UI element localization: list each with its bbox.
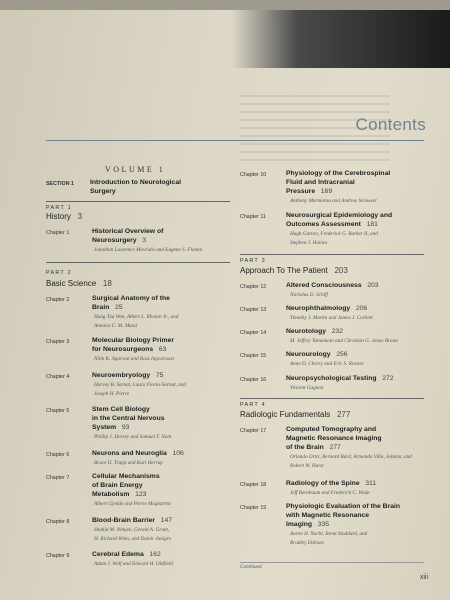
part-rule [240, 398, 424, 399]
top-shadow-band [0, 0, 450, 10]
chapter-title: Neurourology 256 [286, 351, 348, 358]
chapter-title-line3: Imaging 335 [286, 521, 330, 528]
chapter-label: Chapter 6 [46, 452, 70, 458]
chapter-label: Chapter 9 [46, 553, 70, 559]
chapter-title-line2: in the Central Nervous [92, 415, 165, 422]
chapter-label: Chapter 13 [240, 307, 267, 313]
volume-label: VOLUME 1 [105, 165, 166, 174]
part-title: History 3 [46, 212, 83, 221]
chapter-label: Chapter 2 [46, 297, 70, 303]
chapter-label: Chapter 18 [240, 482, 267, 488]
chapter-authors: Jonathan Lawrence Mavridis and Eugene S. Flamm [94, 247, 203, 253]
chapter-authors-line2: Bradley Dobson [290, 540, 324, 546]
chapter-title: Radiology of the Spine 311 [286, 480, 377, 487]
chapter-title: Altered Consciousness 203 [286, 282, 379, 289]
chapter-title: Surgical Anatomy of the [92, 295, 170, 302]
chapter-label: Chapter 10 [240, 172, 267, 178]
chapter-authors: Adam J. Wolf and Edward H. Oldfield [94, 561, 173, 567]
chapter-label: Chapter 11 [240, 214, 266, 220]
chapter-title: Neuropsychological Testing 272 [286, 375, 394, 382]
chapter-authors: M. Jeffrey Yamamoto and Christian G. Jonas Braun [290, 338, 398, 344]
chapter-authors: Aaron H. Nacht, Brent Stoddard, and [290, 531, 368, 537]
chapter-authors-line2: Antonio C. M. Mussi [94, 323, 138, 329]
chapter-title: Historical Overview of [92, 228, 164, 235]
page-title: Contents [355, 115, 426, 134]
chapter-label: Chapter 12 [240, 284, 267, 290]
chapter-authors: Albert Gjedde and Pierre Magistretti [94, 501, 171, 507]
chapter-authors: Orlando Ortiz, Bernard Bard, Armando Villa, Johann, and [290, 454, 412, 460]
chapter-authors: Phillip J. Dorsey and Samuel F. Nam [94, 434, 172, 440]
chapter-label: Chapter 7 [46, 475, 70, 481]
dark-corner-gradient [232, 10, 450, 68]
part-label: PART 4 [240, 402, 266, 408]
part-rule [46, 201, 230, 202]
part-title: Approach To The Patient 203 [240, 266, 348, 275]
chapter-title: Neuroembryology 75 [92, 372, 164, 379]
chapter-title: Neurotology 232 [286, 328, 344, 335]
chapter-title: Blood-Brain Barrier 147 [92, 517, 173, 524]
chapter-label: Chapter 1 [46, 230, 70, 236]
part-rule [46, 262, 230, 263]
chapter-authors: Timothy J. Martin and James J. Corbett [290, 315, 373, 321]
page-number: xiii [419, 574, 428, 581]
continued-note: Continued [240, 564, 262, 570]
chapter-label: Chapter 19 [240, 505, 267, 511]
part-rule [240, 254, 424, 255]
chapter-title: Molecular Biology Primer [92, 337, 174, 344]
chapter-label: Chapter 16 [240, 377, 267, 383]
chapter-authors: Nitin K. Agarwal and Ross Ingvarsson [94, 356, 175, 362]
chapter-label: Chapter 3 [46, 339, 70, 345]
chapter-title-line3: Pressure 169 [286, 188, 333, 195]
chapter-title: Cellular Mechanisms [92, 473, 160, 480]
bottom-rule [240, 562, 424, 563]
chapter-title-line2: of Brain Energy [92, 482, 143, 489]
chapter-label: Chapter 17 [240, 428, 267, 434]
chapter-authors: Harvey B. Sarnat, Laura Flores-Sarnat, and [94, 382, 187, 388]
chapter-title-line2: Brain 25 [92, 304, 123, 311]
chapter-title-line3: System 93 [92, 424, 130, 431]
chapter-title: Neurosurgical Epidemiology and [286, 212, 393, 219]
chapter-authors-line2: Robert W. Hurst [290, 463, 324, 469]
chapter-title-line2: with Magnetic Resonance [286, 512, 370, 519]
chapter-title-line3: of the Brain 277 [286, 444, 341, 451]
chapter-title-line3: Metabolism 123 [92, 491, 147, 498]
part-label: PART 3 [240, 258, 266, 264]
chapter-title: Neurophthalmology 206 [286, 305, 368, 312]
chapter-authors: Shahid M. Nimjee, Gerald A. Grant, [94, 527, 170, 533]
part-label: PART 2 [46, 270, 72, 276]
chapter-title: Physiology of the Cerebrospinal [286, 170, 391, 177]
section-title-line2: Surgery [90, 188, 116, 195]
chapter-authors: Vincent Gagnon [290, 385, 324, 391]
chapter-authors-line2: H. Richard Winn, and Damir Janigro [94, 536, 172, 542]
chapter-authors-line2: Stephen J. Haines [290, 240, 328, 246]
part-label: PART 1 [46, 205, 72, 211]
section-label: SECTION 1 [46, 181, 74, 187]
chapter-title: Physiologic Evaluation of the Brain [286, 503, 401, 510]
part-title: Basic Science 18 [46, 279, 112, 288]
chapter-authors-line2: Joseph H. Pierre [94, 391, 130, 397]
chapter-label: Chapter 4 [46, 374, 70, 380]
chapter-title: Neurons and Neuroglia 106 [92, 450, 184, 457]
section-title-line1: Introduction to Neurological [90, 179, 181, 186]
chapter-label: Chapter 15 [240, 353, 267, 359]
chapter-label: Chapter 14 [240, 330, 267, 336]
chapter-title-line2: Magnetic Resonance Imaging [286, 435, 382, 442]
chapter-label: Chapter 5 [46, 408, 70, 414]
chapter-authors: Anne D. Cherry and Eric S. Rovner [290, 361, 364, 367]
chapter-title-line2: for Neurosurgeons 63 [92, 346, 167, 353]
chapter-title: Cerebral Edema 162 [92, 551, 161, 558]
chapter-authors: Bruce D. Trapp and Karl Herrup [94, 460, 163, 466]
chapter-label: Chapter 8 [46, 519, 70, 525]
chapter-title: Stem Cell Biology [92, 406, 150, 413]
chapter-authors: Jeff Bernbaum and Frederick C. Wade [290, 490, 370, 496]
chapter-authors: Hung Tzu Wen, Albert L. Rhoton Jr., and [94, 314, 179, 320]
chapter-title-line2: Neurosurgery 3 [92, 237, 147, 244]
chapter-title: Computed Tomography and [286, 426, 377, 433]
chapter-authors: Hugh Garton, Frederick G. Barker II, and [290, 231, 378, 237]
chapter-title-line2: Outcomes Assessment 181 [286, 221, 378, 228]
chapter-authors: Anthony Marmarou and Andrew Strawser [290, 198, 377, 204]
title-rule [46, 140, 424, 141]
chapter-authors: Nicholas D. Schiff [290, 292, 328, 298]
chapter-title-line2: Fluid and Intracranial [286, 179, 355, 186]
part-title: Radiologic Fundamentals 277 [240, 410, 351, 419]
